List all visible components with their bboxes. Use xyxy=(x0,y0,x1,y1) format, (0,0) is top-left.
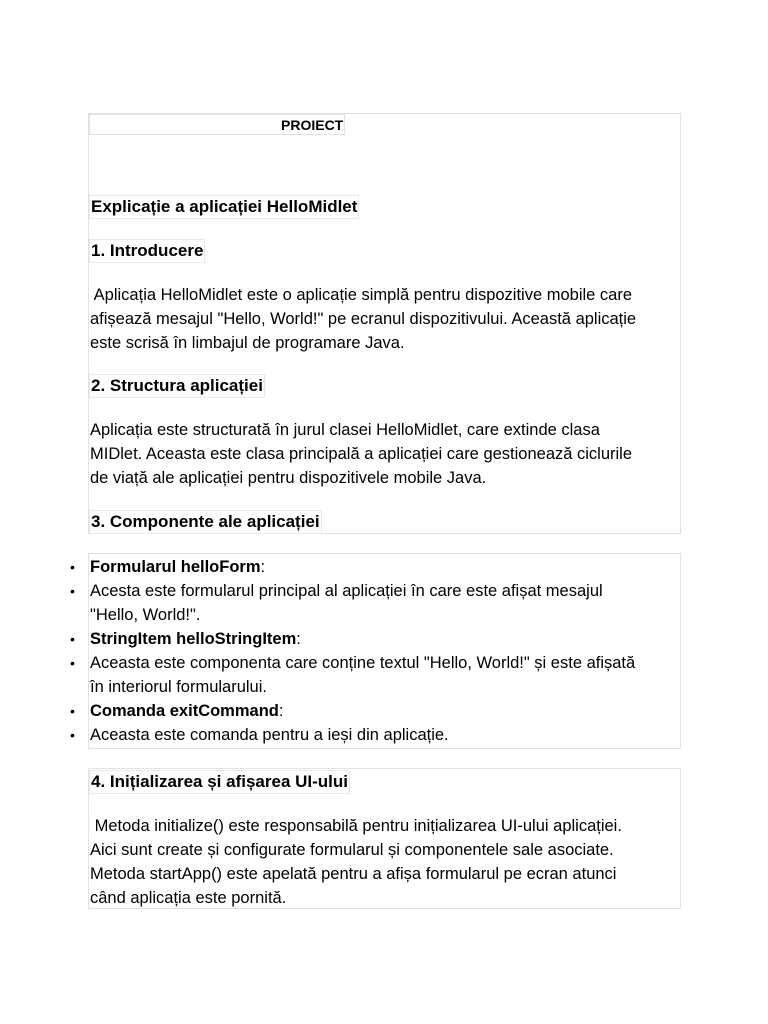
list-item xyxy=(90,579,680,627)
list-item-suffix: : xyxy=(260,558,266,576)
section-2-paragraph xyxy=(90,418,632,490)
list-item xyxy=(90,699,680,723)
document-title: PROIECT xyxy=(281,117,344,133)
main-heading: Explicație a aplicației HelloMidlet xyxy=(89,195,359,219)
paragraph-line: Aplicația este structurată în jurul clasei HelloMidlet, care extinde clasa xyxy=(90,421,600,439)
paragraph-line: Aplicația HelloMidlet este o aplicație simplă pentru dispozitive mobile care xyxy=(90,286,633,304)
section-4-heading: 4. Inițializarea și afișarea UI-ului xyxy=(89,770,350,794)
paragraph-line: MIDlet. Aceasta este clasa principală a aplicației care gestionează ciclurile xyxy=(90,445,633,463)
list-item-line: "Hello, World!". xyxy=(90,606,201,624)
paragraph-line: Aici sunt create și configurate formularul și componentele sale asociate. xyxy=(90,841,614,859)
paragraph-line: este scrisă în limbajul de programare Java. xyxy=(90,334,405,352)
list-item xyxy=(90,555,680,579)
paragraph-line: afișează mesajul "Hello, World!" pe ecranul dispozitivului. Această aplicație xyxy=(90,310,637,328)
list-item-suffix: : xyxy=(278,702,284,720)
paragraph-line: Metoda startApp() este apelată pentru a afișa formularul pe ecran atunci xyxy=(90,865,617,883)
components-list xyxy=(90,555,680,747)
section-3-heading: 3. Componente ale aplicației xyxy=(89,510,322,534)
list-item-line: • Aceasta este componenta care conține textul "Hello, World!" și este afișată xyxy=(90,654,636,672)
list-item-line: • Acesta este formularul principal al aplicației în care este afișat mesajul xyxy=(90,582,603,600)
list-item xyxy=(90,627,680,651)
list-item xyxy=(90,651,680,699)
paragraph-line: când aplicația este pornită. xyxy=(90,889,287,907)
section-4-paragraph xyxy=(90,814,622,910)
list-item-bold: Formularul helloForm xyxy=(90,558,261,576)
paragraph-line: de viață ale aplicației pentru dispozitivele mobile Java. xyxy=(90,469,487,487)
list-item xyxy=(90,723,680,747)
section-2-heading: 2. Structura aplicației xyxy=(89,374,265,398)
list-item-line: • Aceasta este comanda pentru a ieși din aplicație. xyxy=(90,726,449,744)
paragraph-line: Metoda initialize() este responsabilă pentru inițializarea UI-ului aplicației. xyxy=(90,817,622,835)
list-item-line: în interiorul formularului. xyxy=(90,678,267,696)
list-item-bold: Comanda exitCommand xyxy=(90,702,279,720)
list-item-suffix: : xyxy=(296,630,301,648)
title-cell xyxy=(89,114,345,135)
section-1-heading: 1. Introducere xyxy=(89,239,205,263)
section-1-paragraph xyxy=(90,283,636,355)
list-item-bold: StringItem helloStringItem xyxy=(90,630,297,648)
